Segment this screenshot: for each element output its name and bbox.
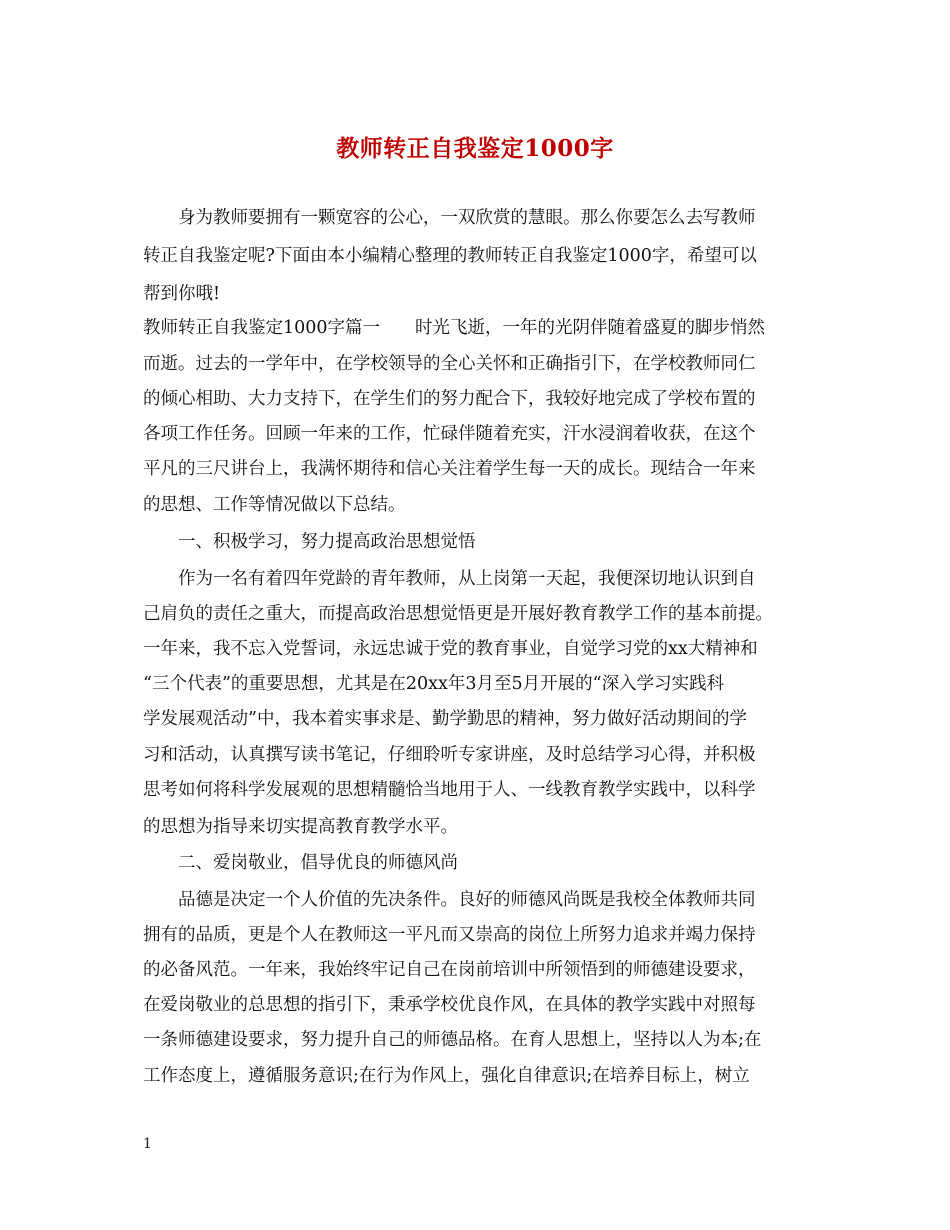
body-line: 各项工作任务。回顾一年来的工作，忙碌伴随着充实，汗水浸润着收获，在这个 (143, 424, 756, 444)
body-line: 学发展观活动”中，我本着实事求是、勤学勤思的精神，努力做好活动期间的学 (143, 709, 747, 729)
body-line: 平凡的三尺讲台上，我满怀期待和信心关注着学生每一天的成长。现结合一年来 (143, 459, 756, 479)
body-line: 转正自我鉴定呢?下面由本小编精心整理的教师转正自我鉴定1000字，希望可以 (143, 246, 757, 266)
body-line: 拥有的品质，更是个人在教师这一平凡而又崇高的岗位上所努力追求并竭力保持 (143, 925, 756, 945)
body-line: 习和活动，认真撰写读书笔记，仔细聆听专家讲座，及时总结学习心得，并积极 (143, 745, 756, 765)
page-number: 1 (143, 1136, 152, 1152)
body-line: 工作态度上，遵循服务意识;在行为作风上，强化自律意识;在培养目标上，树立 (143, 1066, 750, 1086)
body-line: 而逝。过去的一学年中，在学校领导的全心关怀和正确指引下，在学校教师同仁 (143, 354, 756, 374)
body-line: 己肩负的责任之重大，而提高政治思想觉悟更是开展好教育教学工作的基本前提。 (143, 604, 773, 624)
body-line: 的倾心相助、大力支持下，在学生们的努力配合下，我较好地完成了学校布置的 (143, 389, 756, 409)
body-line: 品德是决定一个人价值的先决条件。良好的师德风尚既是我校全体教师共同 (143, 890, 756, 910)
document-title: 教师转正自我鉴定1000字 (336, 135, 614, 162)
section-heading: 二、爱岗敬业，倡导优良的师德风尚 (143, 853, 458, 873)
body-line: 一条师德建设要求，努力提升自己的师德品格。在育人思想上，坚持以人为本;在 (143, 1030, 762, 1050)
body-line: “三个代表”的重要思想，尤其是在20xx年3月至5月开展的“深入学习实践科 (143, 674, 725, 694)
body-line: 的思想、工作等情况做以下总结。 (143, 495, 406, 515)
body-line: 身为教师要拥有一颗宽容的公心，一双欣赏的慧眼。那么你要怎么去写教师 (143, 208, 756, 228)
body-line: 帮到你哦! (143, 284, 221, 304)
body-line: 的必备风范。一年来，我始终牢记自己在岗前培训中所领悟到的师德建设要求， (143, 960, 756, 980)
body-line: 思考如何将科学发展观的思想精髓恰当地用于人、一线教育教学实践中，以科学 (143, 780, 756, 800)
body-line: 一年来，我不忘入党誓词，永远忠诚于党的教育事业，自觉学习党的xx大精神和 (143, 639, 758, 659)
body-line: 在爱岗敬业的总思想的指引下，秉承学校优良作风，在具体的教学实践中对照每 (143, 995, 756, 1015)
section-heading: 一、积极学习，努力提高政治思想觉悟 (143, 532, 476, 552)
body-line: 教师转正自我鉴定1000字篇一 时光飞逝，一年的光阴伴随着盛夏的脚步悄然 (143, 318, 766, 338)
body-line: 的思想为指导来切实提高教育教学水平。 (143, 817, 458, 837)
body-line: 作为一名有着四年党龄的青年教师，从上岗第一天起，我便深切地认识到自 (143, 569, 756, 589)
